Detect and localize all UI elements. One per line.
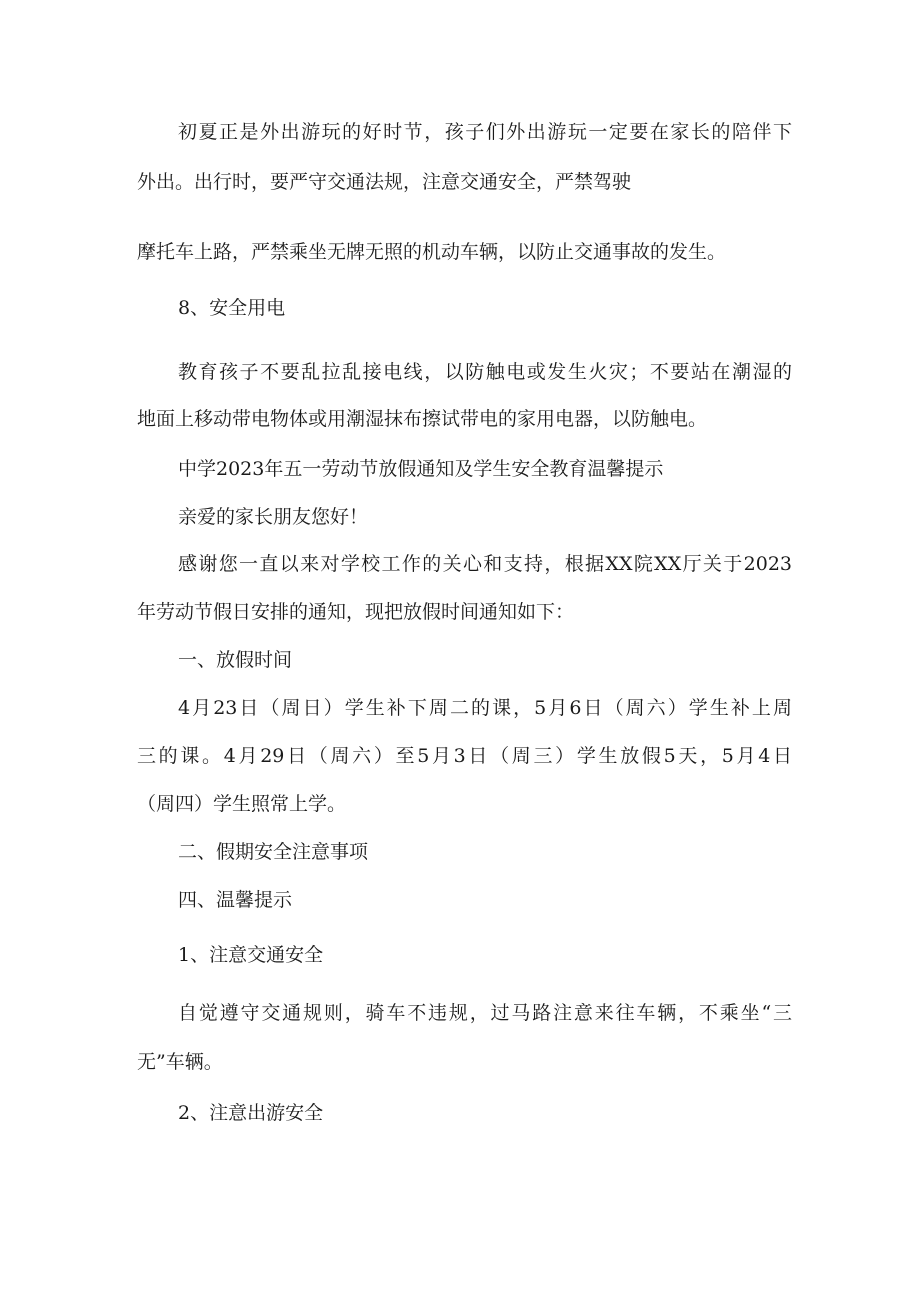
greeting: 亲爱的家长朋友您好！ [178,506,369,528]
paragraph-line: 地面上移动带电物体或用潮湿抹布擦试带电的家用电器，以防触电。 [137,408,708,430]
section-heading: 四、温馨提示 [178,889,293,911]
subsection-heading: 1、注意交通安全 [178,944,324,966]
paragraph-line: 4月23日（周日）学生补下周二的课，5月6日（周六）学生补上周 [178,697,792,719]
section-heading: 8、安全用电 [178,297,286,319]
section-heading: 二、假期安全注意事项 [178,841,369,863]
paragraph-line: 摩托车上路，严禁乘坐无牌无照的机动车辆，以防止交通事故的发生。 [137,241,727,263]
paragraph-line: 感谢您一直以来对学校工作的关心和支持，根据XX院XX厅关于2023 [178,553,792,575]
paragraph-line: 教育孩子不要乱拉乱接电线，以防触电或发生火灾；不要站在潮湿的 [178,361,792,383]
subsection-heading: 2、注意出游安全 [178,1102,324,1124]
paragraph-line: 初夏正是外出游玩的好时节，孩子们外出游玩一定要在家长的陪伴下 [178,121,792,143]
paragraph-line: 无”车辆。 [137,1051,223,1073]
paragraph-line: 自觉遵守交通规则，骑车不违规，过马路注意来往车辆，不乘坐“三 [178,1002,792,1024]
notice-title: 中学2023年五一劳动节放假通知及学生安全教育温馨提示 [178,458,664,480]
paragraph-line: 三的课。4月29日（周六）至5月3日（周三）学生放假5天，5月4日 [137,745,792,767]
paragraph-line: 年劳动节假日安排的通知，现把放假时间通知如下： [137,601,575,623]
section-heading: 一、放假时间 [178,649,293,671]
paragraph-line: 外出。出行时，要严守交通法规，注意交通安全，严禁驾驶 [137,171,632,193]
paragraph-line: （周四）学生照常上学。 [137,793,347,815]
